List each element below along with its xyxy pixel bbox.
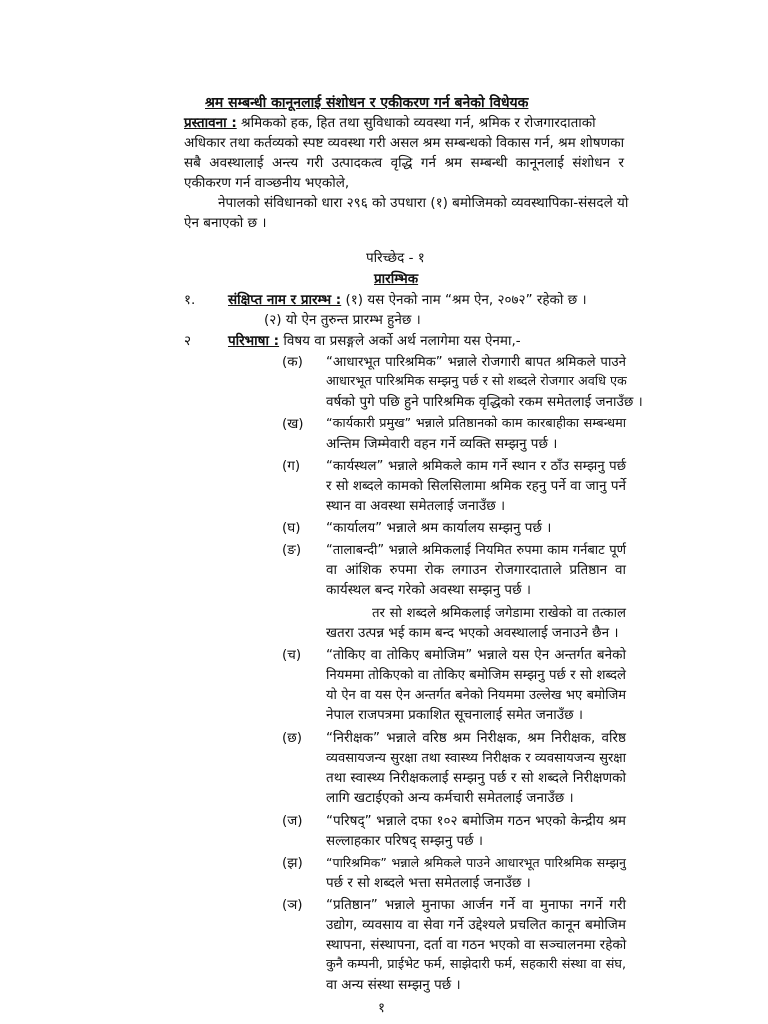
clause-line: आधारभूत पारिश्रमिक सम्झनु पर्छ र सो शब्दले रोजगार अवधि एक: [326, 374, 627, 389]
section-1-line: [228, 294, 587, 308]
clause-key: (झ): [282, 855, 303, 871]
clause-line: व्यवसायजन्य सुरक्षा तथा स्वास्थ्य निरीक्षक र व्यवसायजन्य सुरक्षा: [326, 751, 626, 766]
proviso-line: खतरा उत्पन्न भई काम बन्द भएको अवस्थालाई जनाउने छैन ।: [326, 625, 619, 641]
clause-line: “कार्यालय” भन्नाले श्रम कार्यालय सम्झनु पर्छ ।: [326, 520, 552, 536]
clause-key: (ङ): [282, 542, 302, 558]
clause-line: “पारिश्रमिक” भन्नाले श्रमिकले पाउने आधारभूत पारिश्रमिक सम्झनु: [326, 855, 626, 870]
preamble-line-4: एकीकरण गर्न वाञ्छनीय भएकोले,: [184, 175, 350, 191]
clause-key: (ज): [282, 813, 303, 829]
proviso-line: तर सो शब्दले श्रमिकलाई जगेडामा राखेको वा तत्काल: [372, 606, 626, 621]
clause-line: यो ऐन वा यस ऐन अन्तर्गत बनेको नियममा उल्लेख भए बमोजिम: [326, 688, 626, 703]
page-number: १: [378, 1000, 386, 1016]
clause-line: कुनै कम्पनी, प्राईभेट फर्म, साझेदारी फर्म, सहकारी संस्था वा संघ,: [326, 957, 626, 972]
clause-key: (ञ): [282, 897, 303, 913]
section-1-heading: संक्षिप्त नाम र प्रारम्भ :: [228, 292, 342, 308]
clause-line: अन्तिम जिम्मेवारी वहन गर्ने व्यक्ति सम्झनु पर्छ ।: [326, 436, 558, 452]
clause-key: (घ): [282, 520, 301, 536]
clause-line: “तोकिए वा तोकिए बमोजिम” भन्नाले यस ऐन अन्तर्गत बनेको: [326, 647, 626, 663]
clause-line: तथा स्वास्थ्य निरीक्षकलाई सम्झनु पर्छ र सो शब्दले निरीक्षणको: [326, 770, 626, 786]
clause-line: वा आंशिक रुपमा रोक लगाउन रोजगारदाताले प्रतिष्ठान वा: [326, 562, 626, 578]
clause-line: “निरीक्षक” भन्नाले वरिष्ठ श्रम निरीक्षक, श्रम निरीक्षक, वरिष्ठ: [326, 730, 626, 746]
clause-line: “परिषद्” भन्नाले दफा १०२ बमोजिम गठन भएको केन्द्रीय श्रम: [326, 813, 626, 829]
chapter-title: प्रारम्भिक: [374, 271, 419, 287]
clause-line: “कार्यकारी प्रमुख” भन्नाले प्रतिष्ठानको काम कारबाहीका सम्बन्धमा: [326, 416, 626, 431]
clause-line: लागि खटाईएको अन्य कर्मचारी समेतलाई जनाउँछ ।: [326, 790, 574, 806]
section-2-heading: परिभाषा :: [228, 333, 280, 349]
clause-key: (छ): [282, 730, 302, 746]
clause-line: स्थान वा अवस्था समेतलाई जनाउँछ ।: [326, 498, 506, 514]
section-1-text: (१) यस ऐनको नाम “श्रम ऐन, २०७२” रहेको छ ।: [345, 292, 587, 308]
title-text: श्रम सम्बन्धी कानूनलाई संशोधन र एकीकरण गर्न बनेको विधेयक: [205, 95, 529, 111]
clause-line: नियममा तोकिएको वा तोकिए बमोजिम सम्झनु पर्छ र सो शब्दले: [326, 668, 626, 683]
clause-key: (क): [282, 354, 303, 370]
preamble-line-3: सबै अवस्थालाई अन्त्य गरी उत्पादकत्व वृद्धि गर्न श्रम सम्बन्धी कानूनलाई संशोधन र: [184, 155, 624, 171]
enactment-line-2: ऐन बनाएको छ ।: [184, 215, 267, 231]
section-2-line: [228, 335, 521, 349]
clause-line: नेपाल राजपत्रमा प्रकाशित सूचनालाई समेत जनाउँछ ।: [326, 707, 584, 723]
preamble-line-2: अधिकार तथा कर्तव्यको स्पष्ट व्यवस्था गरी असल श्रम सम्बन्धको विकास गर्न, श्रम शोषणका: [184, 135, 625, 151]
clause-line: स्थापना, संस्थापना, दर्ता वा गठन भएको वा सञ्चालनमा रहेको: [326, 937, 627, 953]
clause-line: “तालाबन्दी” भन्नाले श्रमिकलाई नियमित रुपमा काम गर्नबाट पूर्ण: [326, 543, 626, 558]
preamble-text: श्रमिकको हक, हित तथा सुविधाको व्यवस्था गर्न, श्रमिक र रोजगारदाताको: [241, 115, 596, 131]
section-1-sub: (२) यो ऐन तुरुन्त प्रारम्भ हुनेछ ।: [264, 312, 421, 328]
section-2-text: विषय वा प्रसङ्गले अर्को अर्थ नलागेमा यस ऐनमा,-: [283, 333, 521, 349]
chapter-label: परिच्छेद - १: [366, 250, 425, 266]
clause-line: वर्षको पुगे पछि हुने पारिश्रमिक वृद्धिको रकम समेतलाई जनाउँछ ।: [326, 394, 643, 410]
clause-line: “प्रतिष्ठान” भन्नाले मुनाफा आर्जन गर्ने वा मुनाफा नगर्ने गरी: [326, 897, 626, 913]
document-title: [205, 96, 528, 110]
clause-line: वा अन्य संस्था सम्झनु पर्छ ।: [326, 977, 461, 993]
section-1-number: १.: [184, 292, 196, 308]
preamble-label: प्रस्तावना :: [184, 115, 237, 131]
clause-line: “कार्यस्थल” भन्नाले श्रमिकले काम गर्ने स्थान र ठाँउ सम्झनु पर्छ: [326, 459, 626, 474]
clause-key: (ख): [282, 416, 304, 432]
enactment-line-1: नेपालको संविधानको धारा २९६ को उपधारा (१) बमोजिमको व्यवस्थापिका-संसदले यो: [218, 195, 629, 211]
clause-key: (ग): [282, 458, 301, 474]
clause-line: “आधारभूत पारिश्रमिक” भन्नाले रोजगारी बापत श्रमिकले पाउने: [326, 355, 626, 370]
clause-line: उद्योग, व्यवसाय वा सेवा गर्ने उद्देश्यले प्रचलित कानून बमोजिम: [326, 917, 626, 933]
clause-key: (च): [282, 647, 302, 663]
clause-line: कार्यस्थल बन्द गरेको अवस्था सम्झनु पर्छ ।: [326, 582, 531, 598]
clause-line: सल्लाहकार परिषद् सम्झनु पर्छ ।: [326, 833, 484, 849]
clause-line: र सो शब्दले कामको सिलसिलामा श्रमिक रहनु पर्ने वा जानु पर्ने: [326, 478, 626, 494]
section-2-number: २: [184, 333, 192, 349]
preamble-line-1: [184, 117, 624, 131]
clause-line: पर्छ र सो शब्दले भत्ता समेतलाई जनाउँछ ।: [326, 875, 531, 891]
